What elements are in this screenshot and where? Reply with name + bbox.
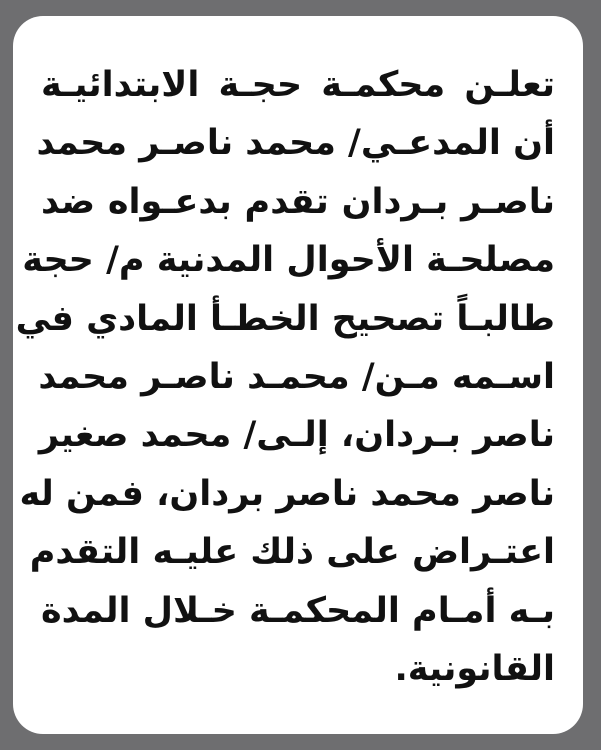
notice-line: ناصر محمد ناصر بردان، فمن له [19,473,555,514]
notice-line: طالبـاً تصحيح الخطـأ المادي في [15,298,555,339]
notice-card [13,16,583,734]
notice-line: بـه أمـام المحكمـة خـلال المدة [41,590,555,631]
notice-line: مصلحـة الأحوال المدنية م/ حجة [22,240,555,281]
notice-line: أن المدعـي/ محمد ناصـر محمد [36,123,555,164]
notice-text [15,56,555,698]
notice-line: ناصر بـردان، إلـى/ محمد صغير [38,415,555,456]
notice-line: اعتـراض على ذلك عليـه التقدم [29,532,555,573]
notice-line: تعلـن محكمـة حجـة الابتدائيـة [41,65,555,105]
notice-line: ناصـر بـردان تقدم بدعـواه ضد [41,181,555,222]
notice-line: اسـمه مـن/ محمـد ناصـر محمد [38,357,555,398]
notice-line: القانونية. [394,649,555,690]
